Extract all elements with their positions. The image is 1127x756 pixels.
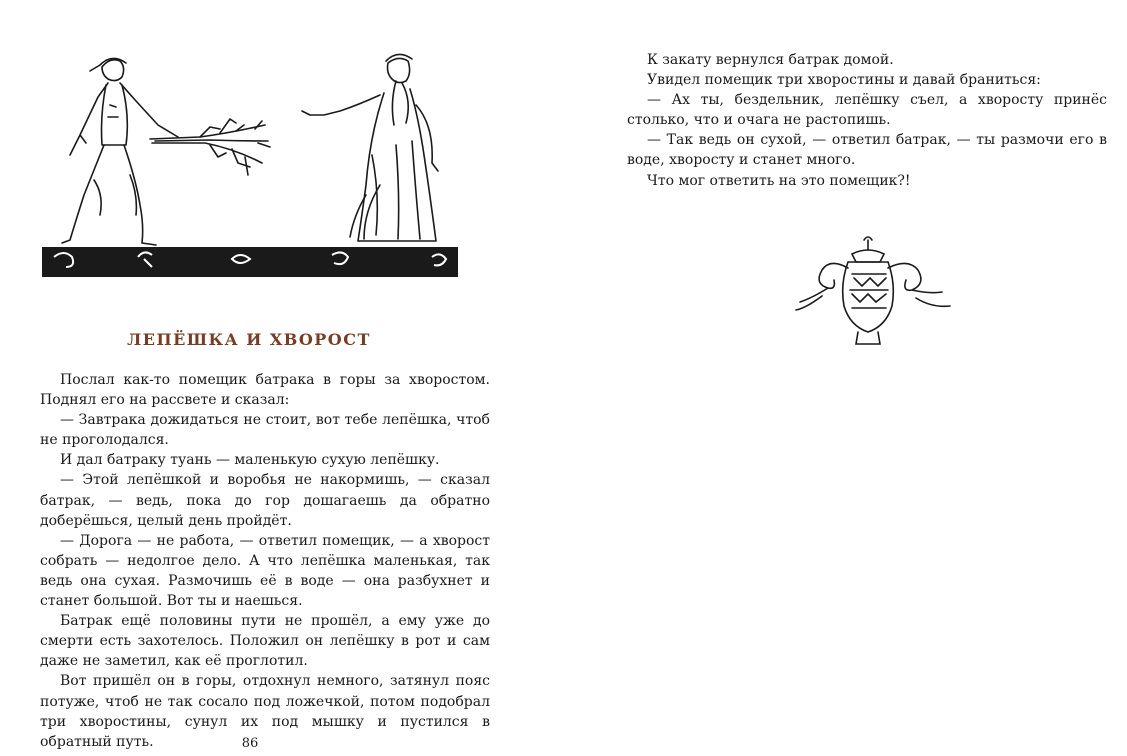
paragraph: Послал как-то помещик батрака в горы за хворостом. Поднял его на рассвете и сказал:	[40, 372, 490, 409]
farmhand-figure	[62, 58, 178, 245]
left-page	[0, 0, 563, 756]
landlord-figure	[302, 54, 438, 241]
paragraph: Увидел помещик три хворостины и давай браниться:	[647, 72, 1041, 89]
ornament-base	[42, 247, 458, 277]
paragraph: — Дорога — не работа, — ответил помещик, — а хворост собрать — недолгое дело. А что лепёшка маленькая, так ведь она сухая. Размочишь её в воде — она разбухнет и станет большой. Вот ты и наешься.	[40, 532, 490, 610]
page-number: 86	[241, 736, 259, 751]
branches	[150, 119, 270, 175]
right-page-text	[627, 50, 1107, 191]
paragraph: Вот пришёл он в горы, отдохнул немного, затянул пояс потуже, чтоб не так сосало под ложечкой, потом подобрал три хворостины, сунул их под мышку и пустился в обратный путь.	[40, 673, 490, 750]
paragraph: — Ах ты, бездельник, лепёшку съел, а хворосту принёс столько, что и очага не растопишь.	[627, 92, 1107, 129]
paragraph: — Этой лепёшкой и воробья не накормишь, — сказал батрак, — ведь, пока до гор дошагаешь да обратно доберёшься, целый день пройдёт.	[40, 472, 490, 529]
paragraph: Что мог ответить на это помещик?!	[647, 172, 911, 189]
left-page-text	[40, 370, 490, 752]
story-title: ЛЕПЁШКА И ХВОРОСТ	[127, 330, 371, 349]
farmhand-and-landlord-illustration	[40, 45, 460, 280]
paragraph: И дал батраку туань — маленькую сухую лепёшку.	[60, 452, 440, 469]
paragraph: — Так ведь он сухой, — ответил батрак, — ты размочи его в воде, хворосту и станет много.	[627, 132, 1107, 169]
paragraph: — Завтрака дожидаться не стоит, вот тебе лепёшка, чтоб не проголодался.	[40, 412, 490, 449]
paragraph: К закату вернулся батрак домой.	[647, 52, 894, 68]
vase-vignette	[792, 232, 954, 352]
paragraph: Батрак ещё половины пути не прошёл, а ему уже до смерти есть захотелось. Положил он лепёшку в рот и сам даже не заметил, как её проглотил.	[40, 613, 490, 670]
